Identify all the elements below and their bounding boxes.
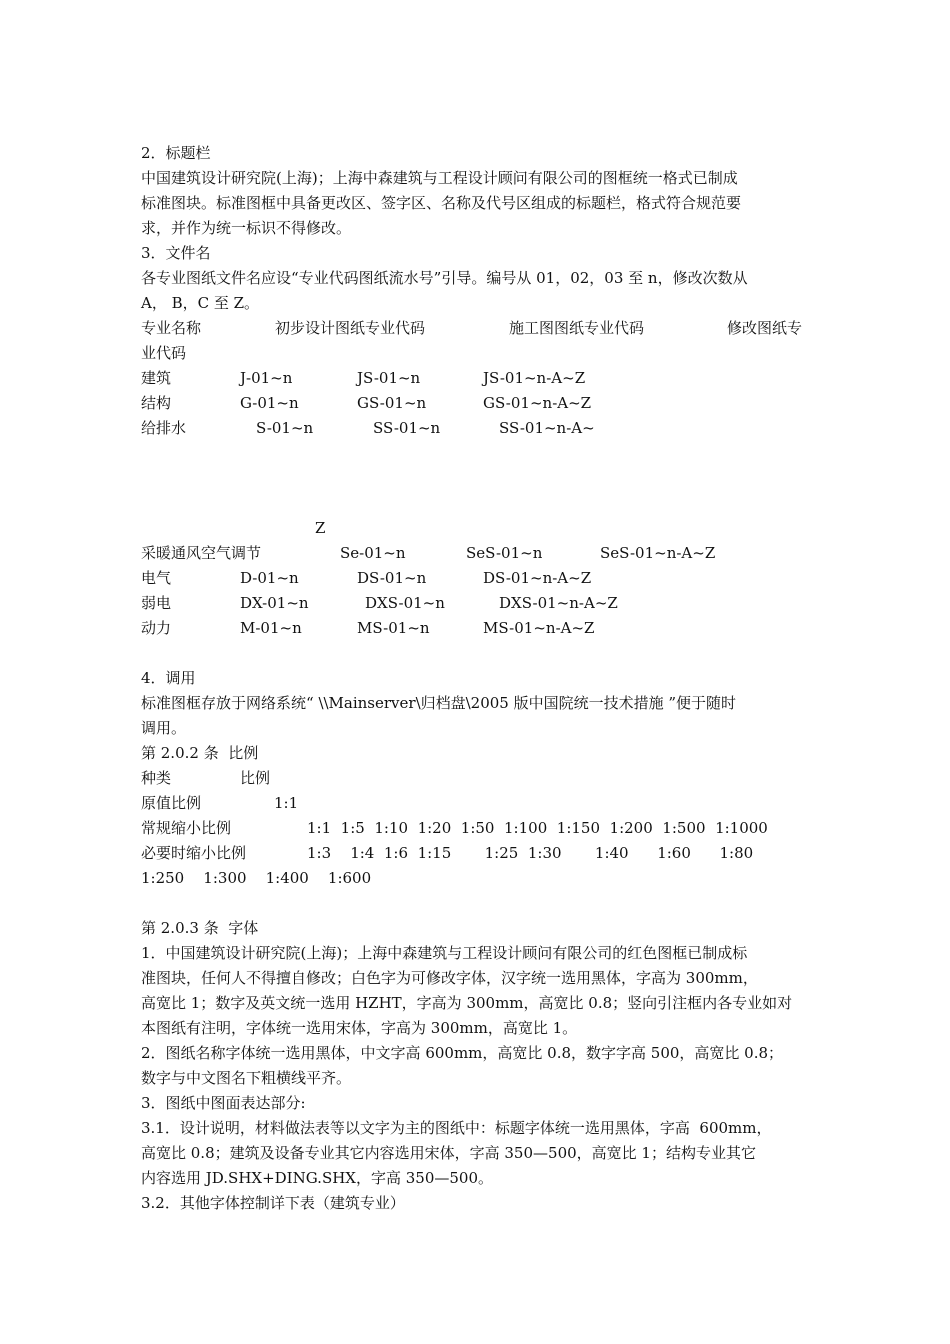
orphan-z: Z	[315, 519, 326, 537]
table-cell: 原值比例	[141, 794, 202, 812]
table-cell: 建筑	[141, 369, 172, 387]
code-table-row	[0, 393, 950, 413]
paragraph-line: 标准图框存放于网络系统“ \\Mainserver\归档盘\2005 版中国院统一技术措施 ”便于随时	[141, 694, 737, 712]
table-cell: MS-01~n	[357, 619, 430, 637]
article-203-heading: 第 2.0.3 条 字体	[141, 919, 259, 937]
header-cell: 初步设计图纸专业代码	[275, 319, 426, 337]
table-cell: JS-01~n	[357, 369, 421, 387]
paragraph-line: 准图块，任何人不得擅自修改；白色字为可修改字体，汉字统一选用黑体，字高为 300mm，	[141, 969, 758, 987]
paragraph-line: 各专业图纸文件名应设“专业代码图纸流水号”引导。编号从 01，02，03 至 n，修改次数从	[141, 269, 748, 287]
header-cell: 专业名称	[141, 319, 202, 337]
paragraph-line: A， B，C 至 Z。	[141, 294, 260, 312]
code-table-row	[0, 568, 950, 588]
paragraph-line: 3．图纸中图面表达部分:	[141, 1094, 306, 1112]
header-cell: 修改图纸专	[727, 319, 803, 337]
paragraph-line: 2．图纸名称字体统一选用黑体，中文字高 600mm，高宽比 0.8，数字字高 500，高宽比 0.8；	[141, 1044, 784, 1062]
table-cell: DXS-01~n-A~Z	[499, 594, 618, 612]
paragraph-line: 内容选用 JD.SHX+DING.SHX，字高 350—500。	[141, 1169, 494, 1187]
paragraph-line: 1．中国建筑设计研究院(上海)；上海中森建筑与工程设计顾问有限公司的红色图框已制成标	[141, 944, 748, 962]
table-cell: 常规缩小比例	[141, 819, 232, 837]
paragraph-line: 求，并作为统一标识不得修改。	[141, 219, 352, 237]
table-cell: DX-01~n	[240, 594, 309, 612]
table-cell: S-01~n	[256, 419, 314, 437]
header-cell: 施工图图纸专业代码	[509, 319, 645, 337]
table-cell: D-01~n	[240, 569, 299, 587]
table-cell: 必要时缩小比例	[141, 844, 247, 862]
scale-table-header	[0, 768, 950, 788]
table-cell: 1:3 1:4 1:6 1:15 1:25 1:30 1:40 1:60 1:80	[307, 844, 754, 862]
table-cell: M-01~n	[240, 619, 302, 637]
table-cell: SeS-01~n	[466, 544, 543, 562]
table-cell: GS-01~n	[357, 394, 427, 412]
table-cell: 动力	[141, 619, 172, 637]
paragraph-line: 标准图块。标准图框中具备更改区、签字区、名称及代号区组成的标题栏，格式符合规范要	[141, 194, 742, 212]
paragraph-line: 中国建筑设计研究院(上海)；上海中森建筑与工程设计顾问有限公司的图框统一格式已制成	[141, 169, 738, 187]
table-cell: 给排水	[141, 419, 187, 437]
section-3-heading: 3．文件名	[141, 244, 211, 262]
paragraph-line: 3.1．设计说明，材料做法表等以文字为主的图纸中：标题字体统一选用黑体，字高 600mm，	[141, 1119, 772, 1137]
code-table-row	[0, 593, 950, 613]
scale-table-row	[0, 843, 950, 863]
code-table-row	[0, 368, 950, 388]
header-cell: 比例	[240, 769, 271, 787]
paragraph-line: 高宽比 1；数字及英文统一选用 HZHT，字高为 300mm，高宽比 0.8；竖向引注框内各专业如对	[141, 994, 793, 1012]
scale-wrap: 1:250 1:300 1:400 1:600	[141, 869, 372, 887]
table-cell: JS-01~n-A~Z	[483, 369, 586, 387]
table-cell: DXS-01~n	[365, 594, 445, 612]
code-table-header	[0, 318, 950, 338]
code-table-row	[0, 618, 950, 638]
scale-table-row	[0, 818, 950, 838]
table-cell: J-01~n	[240, 369, 293, 387]
paragraph-line: 调用。	[141, 719, 187, 737]
paragraph-line: 本图纸有注明，字体统一选用宋体，字高为 300mm，高宽比 1。	[141, 1019, 578, 1037]
article-202-heading: 第 2.0.2 条 比例	[141, 744, 259, 762]
table-cell: 1:1 1:5 1:10 1:20 1:50 1:100 1:150 1:200 1:500 1:1000	[307, 819, 768, 837]
table-cell: 电气	[141, 569, 172, 587]
table-cell: 弱电	[141, 594, 172, 612]
section-2-heading: 2．标题栏	[141, 144, 211, 162]
table-cell: G-01~n	[240, 394, 299, 412]
table-cell: Se-01~n	[340, 544, 406, 562]
table-cell: SS-01~n	[373, 419, 441, 437]
paragraph-line: 数字与中文图名下粗横线平齐。	[141, 1069, 352, 1087]
table-cell: 结构	[141, 394, 172, 412]
table-cell: DS-01~n-A~Z	[483, 569, 592, 587]
header-wrap: 业代码	[141, 344, 187, 362]
table-cell: MS-01~n-A~Z	[483, 619, 595, 637]
table-cell: 采暖通风空气调节	[141, 544, 262, 562]
paragraph-line: 高宽比 0.8；建筑及设备专业其它内容选用宋体，字高 350—500，高宽比 1；结构专业其它	[141, 1144, 756, 1162]
code-table-row	[0, 418, 950, 438]
code-table-row	[0, 543, 950, 563]
table-cell: SS-01~n-A~	[499, 419, 595, 437]
table-cell: 1:1	[274, 794, 299, 812]
table-cell: DS-01~n	[357, 569, 427, 587]
table-cell: SeS-01~n-A~Z	[600, 544, 716, 562]
table-cell: GS-01~n-A~Z	[483, 394, 592, 412]
section-4-heading: 4．调用	[141, 669, 196, 687]
scale-table-row	[0, 793, 950, 813]
header-cell: 种类	[141, 769, 172, 787]
paragraph-line: 3.2．其他字体控制详下表（建筑专业）	[141, 1194, 405, 1212]
